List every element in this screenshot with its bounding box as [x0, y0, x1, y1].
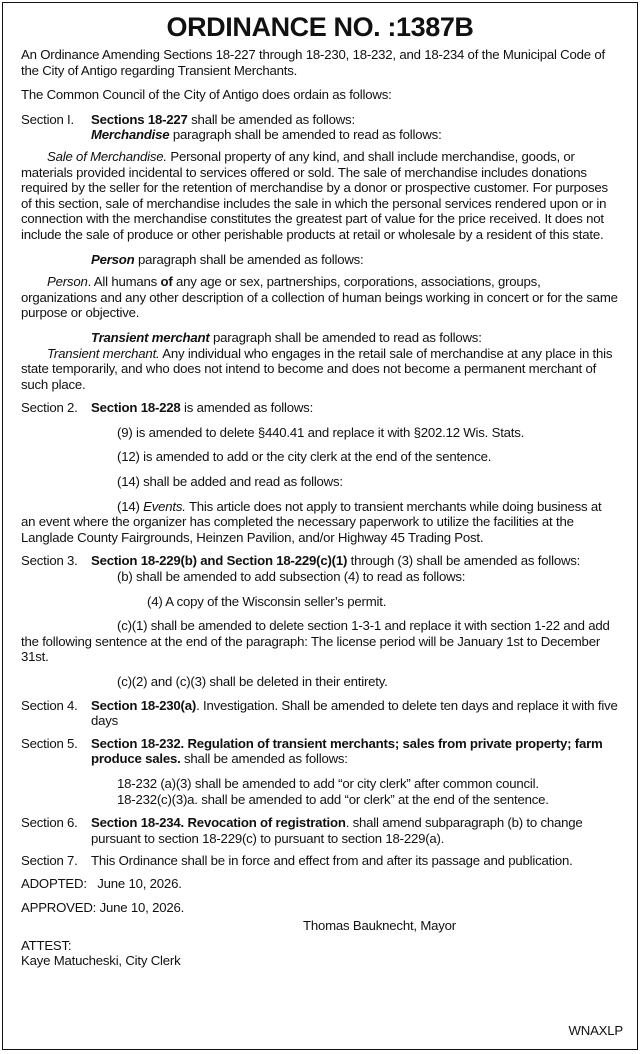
transient-merchant-paragraph — [21, 346, 619, 393]
publication-code: WNAXLP — [568, 1023, 623, 1039]
section-body — [91, 736, 619, 767]
section-2 — [21, 400, 619, 416]
signature-block — [21, 900, 619, 916]
section-ref: Section 18-232. Regulation of transient merchants; sales from private property; farm produce sales. — [91, 735, 603, 767]
section-body — [91, 815, 619, 846]
item-9: (9) is amended to delete §440.41 and replace it with §202.12 Wis. Stats. — [117, 424, 525, 440]
section-ref: Sections 18-227 — [91, 111, 188, 127]
section-body — [91, 553, 619, 584]
definition-term: Transient merchant. — [47, 345, 160, 361]
term-text: paragraph shall be amended as follows: — [134, 251, 364, 267]
term: Merchandise — [91, 127, 170, 143]
approved-line: APPROVED: June 10, 2026. — [21, 899, 185, 915]
section-ref: Section 18-230(a) — [91, 697, 197, 713]
definition-term: Events. — [143, 498, 186, 514]
term: Transient merchant — [91, 329, 210, 345]
item-14: (14) shall be added and read as follows: — [117, 474, 343, 490]
page-title: ORDINANCE NO. :1387B — [166, 12, 474, 42]
section-heading-text: . shall amend subparagraph (b) to change pursuant to section 18-229(c) to pursuant to section 18-229(a). — [91, 815, 583, 846]
section-heading-text: . Investigation. Shall be amended to delete ten days and replace it with five days — [91, 697, 618, 729]
intro-paragraph: An Ordinance Amending Sections 18-227 through 18-230, 18-232, and 18-234 of the Municipal Code of the City of Antigo regarding Transient Merchants. — [21, 47, 605, 78]
section-heading — [91, 553, 619, 569]
sale-of-merchandise-paragraph — [21, 149, 619, 243]
term-text: paragraph shall be amended to read as follows: — [169, 127, 442, 143]
definition-text: Personal property of any kind, and shall include merchandise, goods, or materials provided incidental to services offered or sold. The sale of merchandise includes donations required by the seller for the retention of merchandise by a donor or prospective customer. For purposes of this section, sale of merchandise includes the sale in which the personal services rendered upon or in connection with the merchandise constitutes the greatest part of value for the price received. It does not include the sale of produce or other perishable products at retail or wholesale by a resident of this state. — [21, 148, 608, 242]
person-heading — [21, 252, 619, 268]
merchandise-heading — [91, 127, 619, 143]
clerk-signature: Kaye Matucheski, City Clerk — [21, 953, 181, 969]
item-12: (12) is amended to add or the city clerk at the end of the sentence. — [117, 449, 492, 465]
bold-word: of — [160, 274, 173, 290]
ordain-paragraph: The Common Council of the City of Antigo does ordain as follows: — [21, 87, 392, 103]
transient-merchant-heading — [21, 330, 619, 346]
section-heading — [91, 112, 619, 128]
section-body — [91, 400, 619, 416]
definition-text: any age or sex, partnerships, corporations, associations, groups, organizations and any other description of a collection of human beings working in concert or for the same purpose or objective. — [21, 274, 618, 321]
section-heading-text: through (3) shall be amended as follows: — [347, 553, 581, 569]
seller-permit-item: (4) A copy of the Wisconsin seller’s permit. — [147, 593, 387, 609]
section-label: Section 5. — [21, 735, 78, 751]
section-label: Section 7. — [21, 853, 78, 869]
section-body: This Ordinance shall be in force and effect from and after its passage and publication. — [91, 853, 573, 869]
section-label: Section 3. — [21, 553, 78, 569]
amendment-line: 18-232(c)(3)a. shall be amended to add “or clerk” at the end of the sentence. — [117, 791, 549, 807]
mayor-signature: Thomas Bauknecht, Mayor — [303, 918, 456, 934]
amendment-line: 18-232 (a)(3) shall be amended to add “or city clerk” after common council. — [117, 775, 539, 791]
section-heading — [91, 400, 619, 416]
section-label: Section I. — [21, 111, 74, 127]
item-number: (14) — [117, 498, 144, 514]
section-3 — [21, 553, 619, 584]
term-text: paragraph shall be amended to read as follows: — [209, 329, 482, 345]
section-7 — [21, 853, 619, 869]
definition-text: Any individual who engages in the retail sale of merchandise at any place in this state temporarily, and who does not intend to become and does not become a permanent merchant of such place. — [21, 345, 613, 392]
definition-term: Sale of Merchandise. — [47, 148, 167, 164]
section-6 — [21, 815, 619, 846]
section-heading-text: is amended as follows: — [180, 400, 314, 416]
ordinance-notice — [2, 2, 638, 1050]
section-heading — [91, 815, 619, 846]
section-5 — [21, 736, 619, 767]
section-ref: Section 18-228 — [91, 400, 181, 416]
person-paragraph — [21, 274, 619, 321]
subsection-c1: (c)(1) shall be amended to delete section 1-3-1 and replace it with section 1-22 and add the following sentence at the end of the paragraph: The license period will be January 1st to December 31st. — [21, 618, 610, 665]
adopted-line: ADOPTED: June 10, 2026. — [21, 875, 182, 891]
definition-text: . All humans — [87, 274, 161, 290]
definition-term: Person — [47, 274, 88, 290]
section-1 — [21, 112, 619, 143]
definition-text: This article does not apply to transient merchants while doing business at an event where the organizer has completed the necessary paperwork to utilize the facilities at the Langlade County Fairgrounds, Heinzen Pavilion, and/or Highway 45 Trading Post. — [21, 498, 602, 545]
subsection-b: (b) shall be amended to add subsection (4) to read as follows: — [117, 569, 466, 585]
events-paragraph — [21, 499, 619, 546]
section-body — [91, 698, 619, 729]
section-heading-text: shall be amended as follows: — [180, 751, 348, 767]
attest-label: ATTEST: — [21, 937, 72, 953]
section-heading-text: shall be amended as follows: — [187, 111, 355, 127]
subsection-c2-c3: (c)(2) and (c)(3) shall be deleted in their entirety. — [117, 674, 388, 689]
section-heading — [91, 736, 619, 767]
section-label: Section 2. — [21, 400, 78, 416]
term: Person — [91, 251, 135, 267]
section-body — [91, 112, 619, 143]
section-heading — [91, 698, 619, 729]
section-label: Section 4. — [21, 697, 78, 713]
section-4 — [21, 698, 619, 729]
section-ref: Section 18-234. Revocation of registration — [91, 815, 346, 831]
section-label: Section 6. — [21, 815, 78, 831]
section-ref: Section 18-229(b) and Section 18-229(c)(1) — [91, 553, 348, 569]
